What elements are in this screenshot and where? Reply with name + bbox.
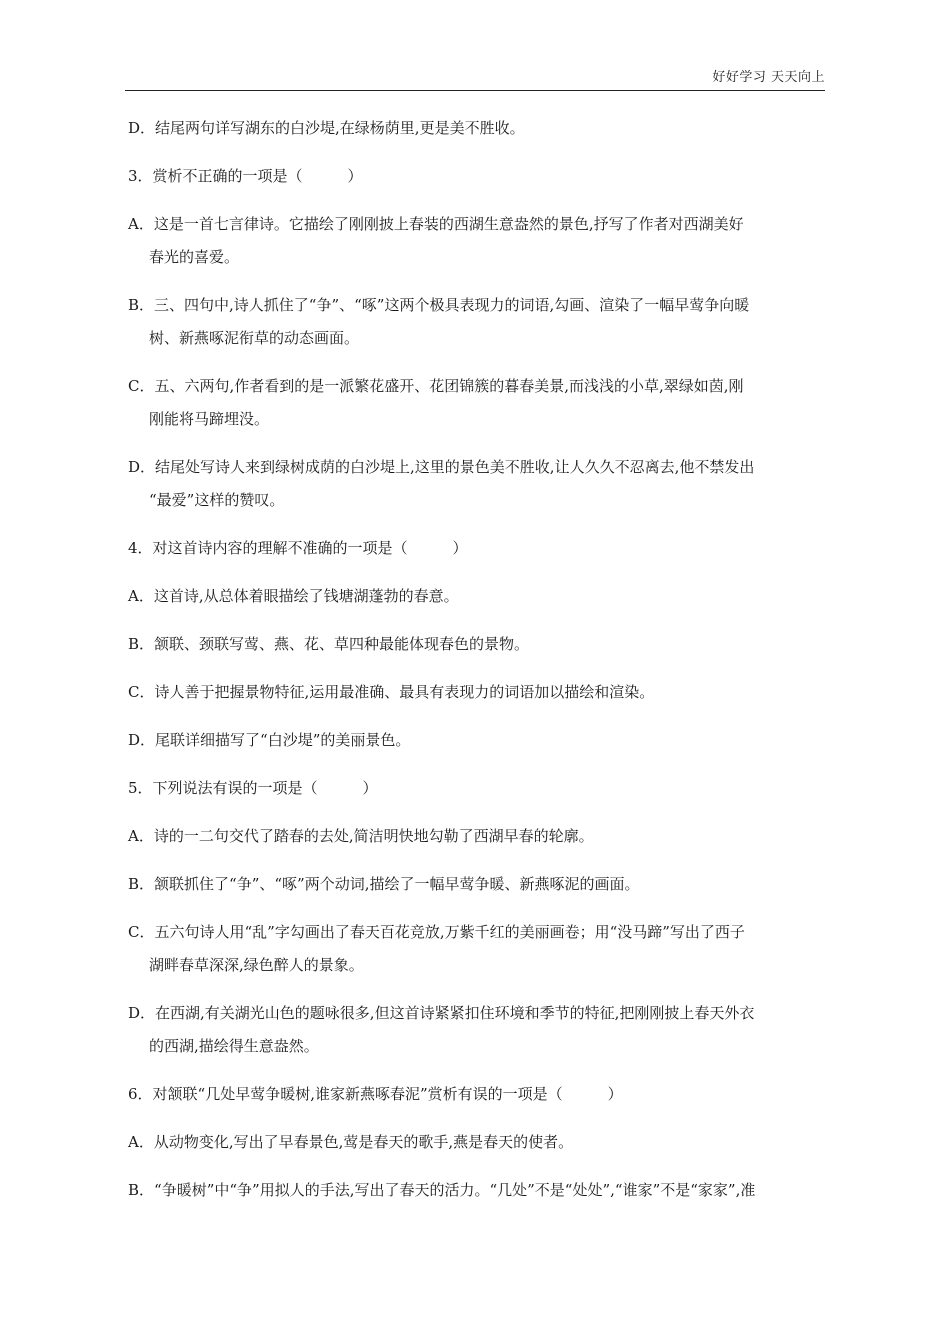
- answer-option: A．这是一首七言律诗。它描绘了刚刚披上春装的西湖生意盎然的景色,抒写了作者对西湖美好 春光的喜爱。: [128, 215, 744, 266]
- question-stem: 6．对颔联“几处早莺争暖树,谁家新燕啄春泥”赏析有误的一项是（ ）: [128, 1085, 623, 1103]
- answer-option: B．颔联、颈联写莺、燕、花、草四种最能体现春色的景物。: [128, 635, 530, 653]
- answer-option: B．“争暖树”中“争”用拟人的手法,写出了春天的活力。“几处”不是“处处”,“谁家”不是“家家”,准: [128, 1181, 756, 1199]
- answer-option: C．诗人善于把握景物特征,运用最准确、最具有表现力的词语加以描绘和渲染。: [128, 683, 655, 701]
- question-stem: 4．对这首诗内容的理解不准确的一项是（ ）: [128, 539, 468, 557]
- header-slogan: 好好学习 天天向上: [712, 70, 825, 85]
- answer-option: D．结尾处写诗人来到绿树成荫的白沙堤上,这里的景色美不胜收,让人久久不忍离去,他不禁发出 “最爱”这样的赞叹。: [128, 458, 755, 509]
- question-stem: 3．赏析不正确的一项是（ ）: [128, 167, 363, 185]
- document-body: [128, 112, 828, 1222]
- answer-option: B．颔联抓住了“争”、“啄”两个动词,描绘了一幅早莺争暖、新燕啄泥的画面。: [128, 875, 640, 893]
- answer-option: C．五六句诗人用“乱”字勾画出了春天百花竞放,万紫千红的美丽画卷；用“没马蹄”写出了西子 湖畔春草深深,绿色醉人的景象。: [128, 923, 745, 974]
- answer-option: B．三、四句中,诗人抓住了“争”、“啄”这两个极具表现力的词语,勾画、渲染了一幅早莺争向暖 树、新燕啄泥衔草的动态画面。: [128, 296, 750, 347]
- answer-option: A．诗的一二句交代了踏春的去处,简洁明快地勾勒了西湖早春的轮廓。: [128, 827, 594, 845]
- answer-option: A．这首诗,从总体着眼描绘了钱塘湖蓬勃的春意。: [128, 587, 459, 605]
- answer-option: D．结尾两句详写湖东的白沙堤,在绿杨荫里,更是美不胜收。: [128, 119, 525, 137]
- answer-option: C．五、六两句,作者看到的是一派繁花盛开、花团锦簇的暮春美景,而浅浅的小草,翠绿如茵,刚 刚能将马蹄埋没。: [128, 377, 744, 428]
- question-stem: 5．下列说法有误的一项是（ ）: [128, 779, 378, 797]
- answer-option: D．在西湖,有关湖光山色的题咏很多,但这首诗紧紧扣住环境和季节的特征,把刚刚披上春天外衣 的西湖,描绘得生意盎然。: [128, 1004, 755, 1055]
- page-header: [125, 64, 825, 91]
- answer-option: A．从动物变化,写出了早春景色,莺是春天的歌手,燕是春天的使者。: [128, 1133, 574, 1151]
- answer-option: D．尾联详细描写了“白沙堤”的美丽景色。: [128, 731, 411, 749]
